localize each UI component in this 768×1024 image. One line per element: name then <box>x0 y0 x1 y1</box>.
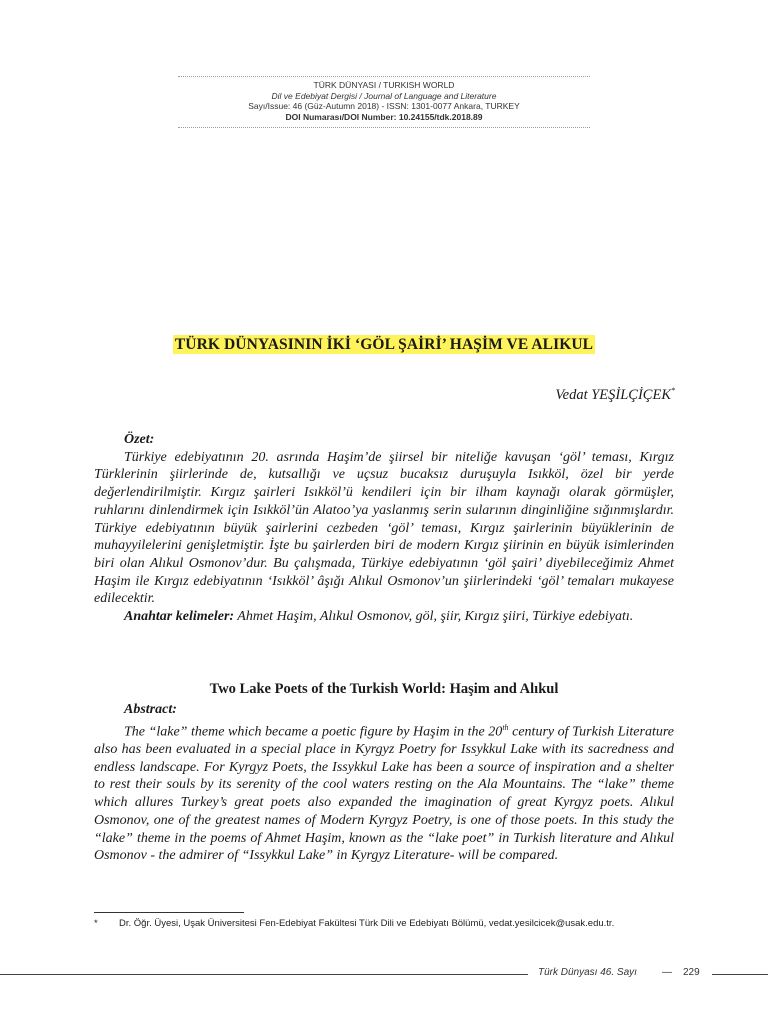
issue-info: Sayı/Issue: 46 (Güz-Autumn 2018) - ISSN: 1301-0077 Ankara, TURKEY <box>248 101 520 111</box>
article-title-text: TÜRK DÜNYASININ İKİ ‘GÖL ŞAİRİ’ HAŞİM VE ALIKUL <box>174 336 594 353</box>
keywords-text: Ahmet Haşim, Alıkul Osmonov, göl, şiir, Kırgız şiiri, Türkiye edebiyatı. <box>234 609 634 625</box>
footer-rule-left <box>0 974 528 975</box>
keywords-label: Anahtar kelimeler: <box>124 609 235 625</box>
abstract-text-part2: century of Turkish Literature also has been evaluated in a special place in Kyrgyz Poetry for Issykkul Lake with its sacredness and endless landscape. For Kyrgyz Poets, the Issykkul Lake has been a source of inspiration and a shelter to rest their souls by its serenity of the cool waters resting on the Ala Mountains. The “lake” theme which allures Turkey’s great poets also expanded the imagination of great Kyrgyz poets. Alıkul Osmonov, one of the greatest names of Modern Kyrgyz Poetry, is one of those poets. In this study the “lake” theme in the poems of Ahmet Haşim, known as the “lake poet” in Turkish literature and Alıkul Osmonov - the admirer of “Issykkul Lake” in Kyrgyz Literature- will be compared. <box>94 724 674 864</box>
page-number: 229 <box>683 967 700 978</box>
footnote-rule <box>94 912 244 913</box>
author-footnote-mark: * <box>671 386 675 395</box>
footer-rule-right <box>712 974 768 975</box>
ozet-text: Türkiye edebiyatının 20. asrında Haşim’de şiirsel bir niteliğe kavuşan ‘göl’ teması, Kırgız Türklerinin şiirlerinde de, kutsallığı ve uçsuz bucaksız duruşuyla Isıkköl, özel bir yerde değerlendirilmiştir. Kırgız şairleri Isıkköl’ü kendileri için bir ilham kaynağı olarak görmüşler, ruhlarını dinlendirmek için Isıkköl’ün Alatoo’ya yaslanmış serin sularının dinginliğine sığınmışlardır. Türkiye edebiyatının büyük şairlerini cezbeden ‘göl’ teması, Kırgız şairlerinin büyüklerinin de muhayyilelerini genişletmiştir. İşte bu şairlerden biri de modern Kırgız şiirinin en büyük isimlerinden biri olan Alıkul Osmonov’dur. Bu çalışmada, Türkiye edebiyatının ‘göl şairi’ diyebileceğimiz Ahmet Haşim ile Kırgız edebiyatının ‘Isıkköl’ âşığı Alıkul Osmonov’un şiirlerindeki ‘göl’ temaları mukayese edilecektir. <box>94 449 674 607</box>
journal-name: TÜRK DÜNYASI / TURKISH WORLD <box>313 80 455 90</box>
ozet-section <box>94 431 674 626</box>
abstract-text-part1: The “lake” theme which became a poetic figure by Haşim in the 20 <box>124 724 503 740</box>
footnote-text: Dr. Öğr. Üyesi, Uşak Üniversitesi Fen-Edebiyat Fakültesi Türk Dili ve Edebiyatı Bölümü, vedat.yesilcicek@usak.edu.tr. <box>119 918 615 929</box>
english-title: Two Lake Poets of the Turkish World: Haşim and Alıkul <box>209 681 559 697</box>
author-name: Vedat YEŞİLÇİÇEK <box>555 386 671 403</box>
footer-journal: Türk Dünyası 46. Sayı <box>538 967 637 978</box>
journal-header <box>178 76 590 128</box>
keywords <box>94 608 674 626</box>
footnote <box>94 918 676 930</box>
abstract-section <box>94 701 674 865</box>
footnote-mark: * <box>94 918 98 929</box>
author <box>555 386 675 404</box>
journal-subtitle: Dil ve Edebiyat Dergisi / Journal of Language and Literature <box>271 90 497 101</box>
abstract-heading: Abstract: <box>124 702 177 717</box>
article-title <box>0 336 768 354</box>
doi-number: DOI Numarası/DOI Number: 10.24155/tdk.2018.89 <box>285 111 483 122</box>
abstract-superscript: th <box>502 722 509 732</box>
ozet-heading: Özet: <box>124 432 155 447</box>
footer-dash: — <box>662 967 672 978</box>
abstract-text <box>94 719 674 865</box>
